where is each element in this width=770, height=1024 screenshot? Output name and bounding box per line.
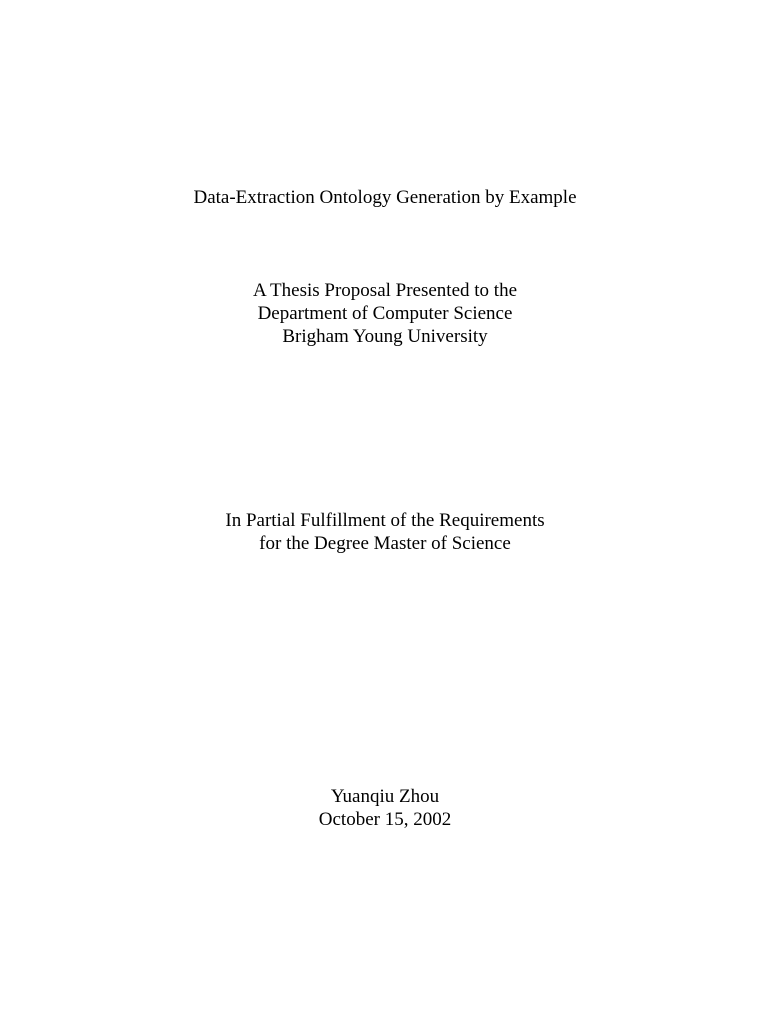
degree-fulfillment-statement [0,509,770,555]
document-title: Data-Extraction Ontology Generation by Example [193,187,577,208]
proposal-line-presented: A Thesis Proposal Presented to the [252,280,518,301]
author-name: Yuanqiu Zhou [330,786,440,807]
author-block [0,785,770,831]
proposal-line-department: Department of Computer Science [257,303,513,324]
fulfillment-line-degree: for the Degree Master of Science [259,533,511,554]
proposal-statement [0,279,770,348]
proposal-line-university: Brigham Young University [282,326,488,347]
fulfillment-line-requirements: In Partial Fulfillment of the Requirements [225,510,545,531]
submission-date: October 15, 2002 [318,809,452,830]
document-title-block [0,186,770,209]
